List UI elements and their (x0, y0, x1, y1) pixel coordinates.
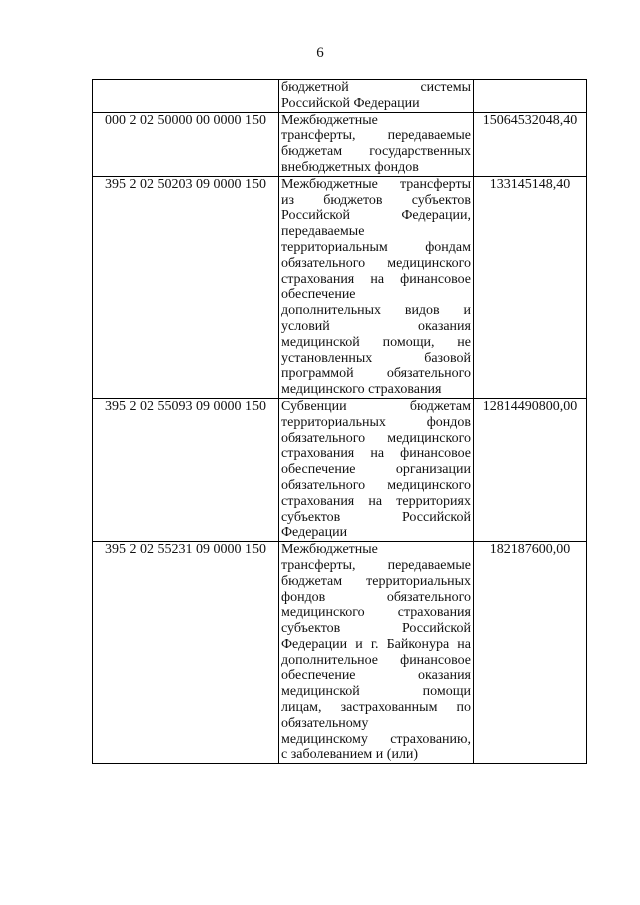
income-name-line: бюджетной системы (281, 80, 471, 95)
income-name-line: программой обязательного (281, 366, 471, 382)
income-name-line: Федерации (281, 525, 348, 541)
income-name-cell (279, 176, 474, 398)
table-row (93, 112, 587, 176)
amount-cell (474, 80, 587, 113)
income-name-line: субъектов Российской (281, 509, 471, 525)
budget-code-cell (93, 80, 279, 113)
table-row (93, 398, 587, 541)
table-row (93, 80, 587, 113)
income-name-line: обязательному (281, 715, 369, 731)
income-name-cell (279, 112, 474, 176)
income-name-line: Межбюджетные трансферты (281, 176, 471, 192)
income-name-line: обязательного медицинского (281, 430, 471, 446)
budget-code-cell: 000 2 02 50000 00 0000 150 (93, 112, 279, 176)
income-name-line: страхования на финансовое (281, 446, 471, 462)
income-name-cell (279, 398, 474, 541)
income-name-line: Межбюджетные (281, 542, 378, 558)
income-name-line: Федерации и г. Байконура на (281, 636, 471, 652)
income-name-line: медицинской помощи (281, 684, 471, 700)
amount-cell: 133145148,40 (474, 176, 587, 398)
budget-code-cell: 395 2 02 55093 09 0000 150 (93, 398, 279, 541)
income-name-line: внебюджетных фондов (281, 159, 419, 175)
income-name-line: медицинской помощи, не (281, 334, 471, 350)
budget-code-cell: 395 2 02 50203 09 0000 150 (93, 176, 279, 398)
income-name-line: обеспечение (281, 287, 356, 303)
income-name-cell (279, 80, 474, 113)
income-name-line: обязательного медицинского (281, 477, 471, 493)
income-name-line: трансферты, передаваемые (281, 557, 471, 573)
amount-cell: 182187600,00 (474, 542, 587, 764)
income-name-cell (279, 542, 474, 764)
income-name-line: лицам, застрахованным по (281, 700, 471, 716)
income-name-line: из бюджетов субъектов (281, 192, 471, 208)
income-name-line: обеспечение оказания (281, 668, 471, 684)
income-name-line: условий оказания (281, 318, 471, 334)
income-name-line: обязательного медицинского (281, 255, 471, 271)
income-name-line: медицинского страхования (281, 605, 471, 621)
income-name-line: установленных базовой (281, 350, 471, 366)
income-name-line: бюджетам территориальных (281, 573, 471, 589)
income-name-line: страхования на территориях (281, 493, 471, 509)
income-name-line: страхования на финансовое (281, 271, 471, 287)
income-name-line: Российской Федерации, (281, 208, 471, 224)
income-name-line: субъектов Российской (281, 621, 471, 637)
income-name-line: медицинского страхования (281, 382, 442, 398)
income-name-line: с заболеванием и (или) (281, 747, 419, 763)
income-name-line: дополнительное финансовое (281, 652, 471, 668)
income-name-line: территориальных фондов (281, 414, 471, 430)
table-row (93, 542, 587, 764)
income-name-line: дополнительных видов и (281, 303, 471, 319)
page-number: 6 (316, 45, 324, 61)
income-name-line: бюджетам государственных (281, 144, 471, 160)
budget-code-cell: 395 2 02 55231 09 0000 150 (93, 542, 279, 764)
income-name-line: территориальным фондам (281, 239, 471, 255)
income-name-line: фондов обязательного (281, 589, 471, 605)
income-name-line: Субвенции бюджетам (281, 398, 471, 414)
income-name-line: передаваемые (281, 224, 365, 240)
income-name-line: Межбюджетные (281, 112, 378, 128)
income-name-line: обеспечение организации (281, 462, 471, 478)
amount-cell: 12814490800,00 (474, 398, 587, 541)
income-name-line: Российской Федерации (281, 95, 420, 111)
income-name-line: трансферты, передаваемые (281, 128, 471, 144)
income-name-line: медицинскому страхованию, (281, 731, 471, 747)
amount-cell: 15064532048,40 (474, 112, 587, 176)
table-body (93, 80, 587, 764)
budget-table (92, 79, 587, 764)
table-row (93, 176, 587, 398)
